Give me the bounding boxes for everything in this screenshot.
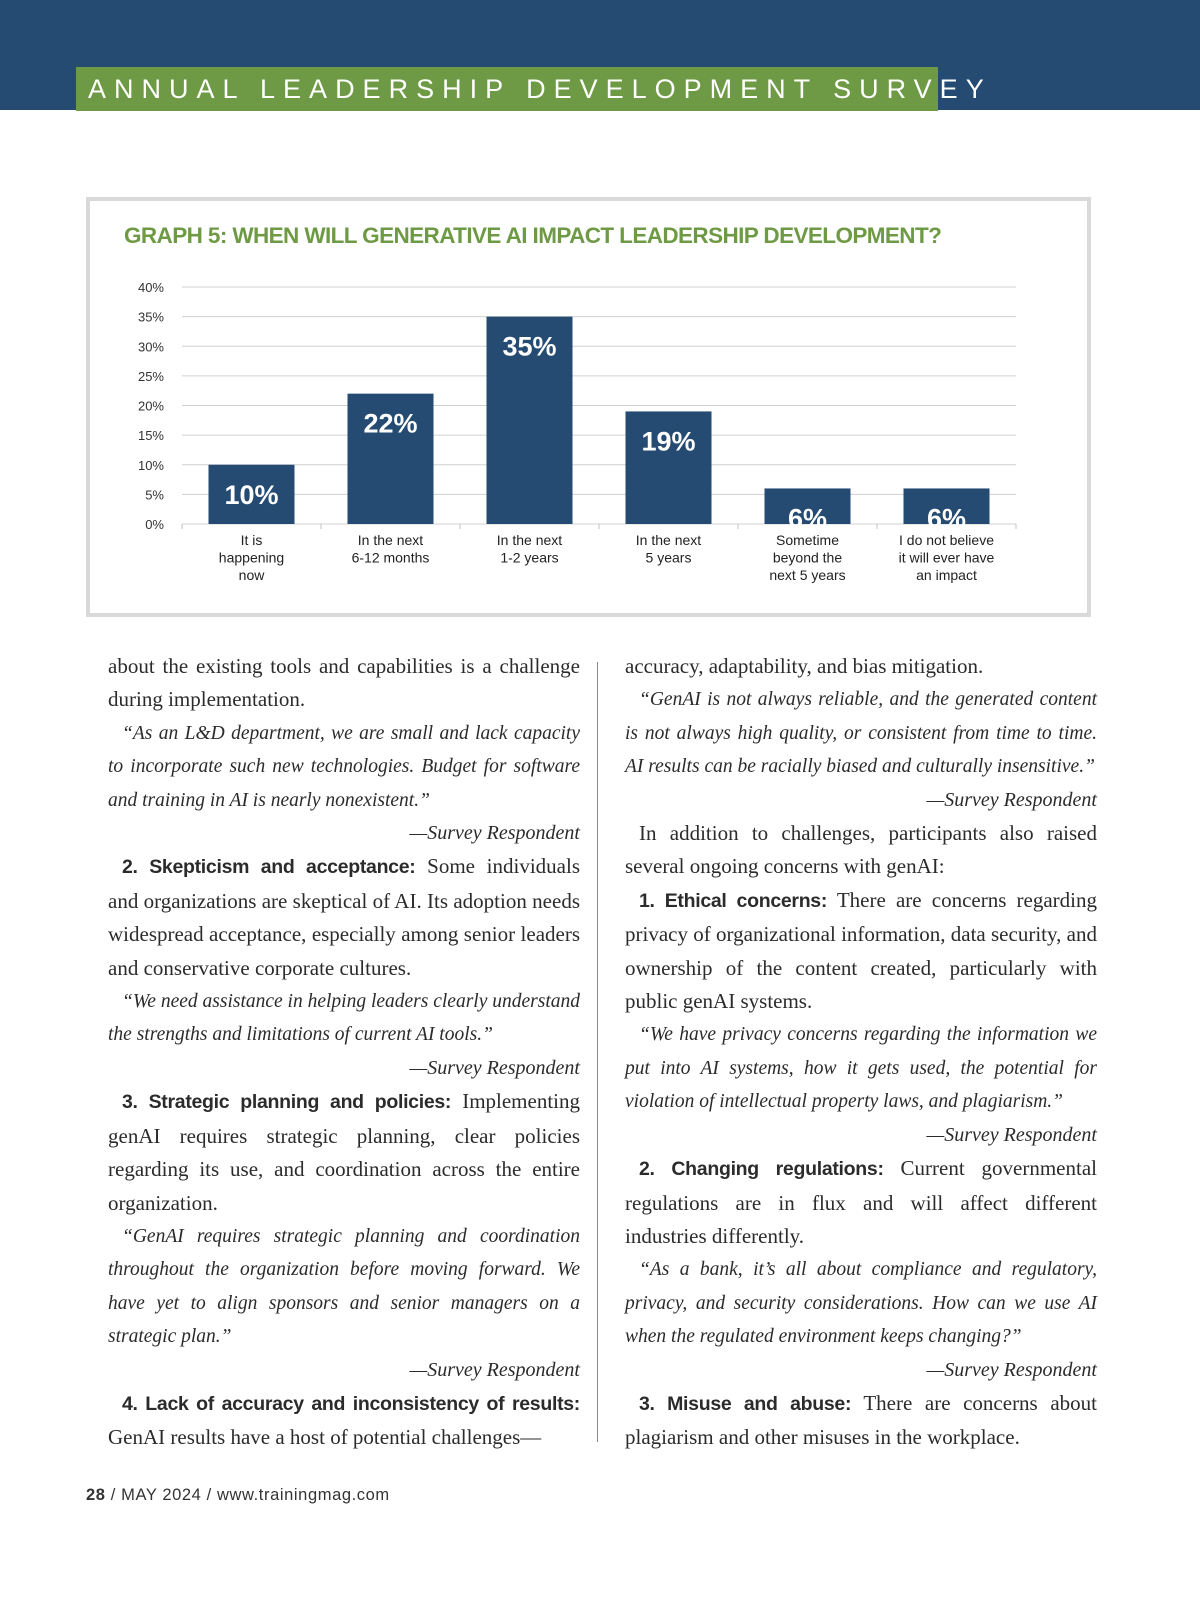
item-heading: 4. Lack of accuracy and inconsistency of results: [122, 1392, 580, 1415]
footer-text: / MAY 2024 / www.trainingmag.com [105, 1486, 390, 1504]
item-text: There are concerns about plagiarism and other misuses in the workplace. [625, 1390, 1097, 1450]
y-tick-label: 5% [145, 487, 164, 503]
y-tick-label: 35% [137, 309, 164, 325]
x-category-label: In the next [496, 532, 563, 548]
y-tick-label: 20% [137, 398, 164, 414]
item-heading: 3. Strategic planning and policies: [122, 1091, 452, 1114]
y-tick-label: 30% [137, 339, 164, 355]
item-heading: 1. Ethical concerns: [639, 889, 828, 912]
item-text: Implementing genAI requires strategic planning, clear policies regarding its use, and coordination across the entire organization. [108, 1089, 581, 1215]
x-category-label: it will ever have [898, 549, 995, 566]
quote-attribution: —Survey Respondent [409, 1056, 580, 1079]
quote: “We need assistance in helping leaders clearly understand the strengths and limitations of current AI tools.” [108, 991, 581, 1046]
quote-attribution: —Survey Respondent [409, 822, 580, 845]
x-category-label: 5 years [645, 549, 692, 566]
bar-value-label: 19% [641, 426, 696, 457]
x-category-label: 6-12 months [351, 549, 430, 566]
graph-panel [86, 197, 1091, 617]
quote: “We have privacy concerns regarding the information we put into AI systems, how it gets used, the potential for violation of intellectual property laws, and plagiarism.” [625, 1024, 1097, 1113]
paragraph: about the existing tools and capabilities is a challenge during implementation. [108, 654, 580, 712]
x-category-label: next 5 years [769, 567, 846, 583]
x-category-label: Sometime [775, 532, 840, 548]
paragraph [108, 1387, 580, 1455]
y-tick-label: 15% [137, 428, 164, 444]
quote-attribution: —Survey Respondent [926, 788, 1097, 811]
right-column [625, 650, 1097, 1455]
paragraph: accuracy, adaptability, and bias mitigation. [625, 654, 984, 678]
bar-value-label: 35% [502, 331, 557, 362]
item-text: Current governmental regulations are in flux and will affect different industries differently. [625, 1156, 1097, 1248]
bar-value-label: 6% [926, 503, 967, 534]
section-title: ANNUAL LEADERSHIP DEVELOPMENT SURVEY [76, 67, 938, 111]
quote-attribution: —Survey Respondent [409, 1358, 580, 1381]
chart-title: GRAPH 5: WHEN WILL GENERATIVE AI IMPACT LEADERSHIP DEVELOPMENT? [124, 223, 942, 248]
paragraph [625, 884, 1097, 1019]
quote: “GenAI is not always reliable, and the generated content is not always high quality, or consistent from time to time. AI results can be racially biased and culturally insensitive.” [625, 689, 1097, 778]
x-category-label: I do not believe [899, 532, 994, 548]
y-tick-label: 25% [137, 368, 164, 384]
x-category-label: In the next [635, 532, 702, 548]
paragraph [108, 850, 580, 985]
bar-value-label: 10% [224, 479, 279, 510]
quote: “As a bank, it’s all about compliance and regulatory, privacy, and security considerations. How can we use AI when the regulated environment keeps changing?” [625, 1259, 1097, 1348]
paragraph [625, 1152, 1097, 1253]
item-text: There are concerns regarding privacy of organizational information, data security, and ownership of the content created, particularly with public genAI systems. [625, 887, 1098, 1014]
page-footer [86, 1486, 390, 1505]
x-category-label: It is [240, 532, 263, 548]
item-text: GenAI results have a host of potential challenges— [108, 1425, 542, 1450]
x-category-label: In the next [357, 532, 424, 548]
quote-attribution: —Survey Respondent [926, 1358, 1097, 1381]
item-heading: 3. Misuse and abuse: [639, 1392, 852, 1415]
y-tick-label: 40% [137, 280, 164, 295]
left-column [108, 650, 580, 1455]
column-divider [597, 662, 598, 1442]
x-category-label: now [238, 567, 265, 583]
page-number: 28 [86, 1486, 106, 1504]
x-category-label: happening [218, 549, 285, 566]
x-category-label: beyond the [772, 549, 843, 566]
paragraph [108, 1085, 580, 1220]
item-heading: 2. Changing regulations: [639, 1158, 884, 1181]
quote-attribution: —Survey Respondent [926, 1123, 1097, 1146]
bar-value-label: 6% [787, 503, 828, 534]
paragraph: In addition to challenges, participants also raised several ongoing concerns with genAI: [625, 821, 1097, 879]
item-text: Some individuals and organizations are skeptical of AI. Its adoption needs widespread acceptance, especially among senior leaders and conservative corporate cultures. [108, 854, 580, 980]
item-heading: 2. Skepticism and acceptance: [122, 856, 416, 879]
y-tick-label: 10% [137, 457, 164, 473]
quote: “GenAI requires strategic planning and coordination throughout the organization before moving forward. We have yet to align sponsors and senior managers on a strategic plan.” [108, 1225, 580, 1348]
bar-value-label: 22% [363, 408, 418, 439]
x-category-label: an impact [916, 567, 977, 583]
quote: “As an L&D department, we are small and lack capacity to incorporate such new technologies. Budget for software and training in AI is nearly nonexistent.” [108, 722, 580, 811]
paragraph [625, 1387, 1097, 1455]
y-tick-label: 0% [145, 517, 164, 532]
x-category-label: 1-2 years [500, 549, 559, 566]
bar-chart [90, 201, 1087, 613]
